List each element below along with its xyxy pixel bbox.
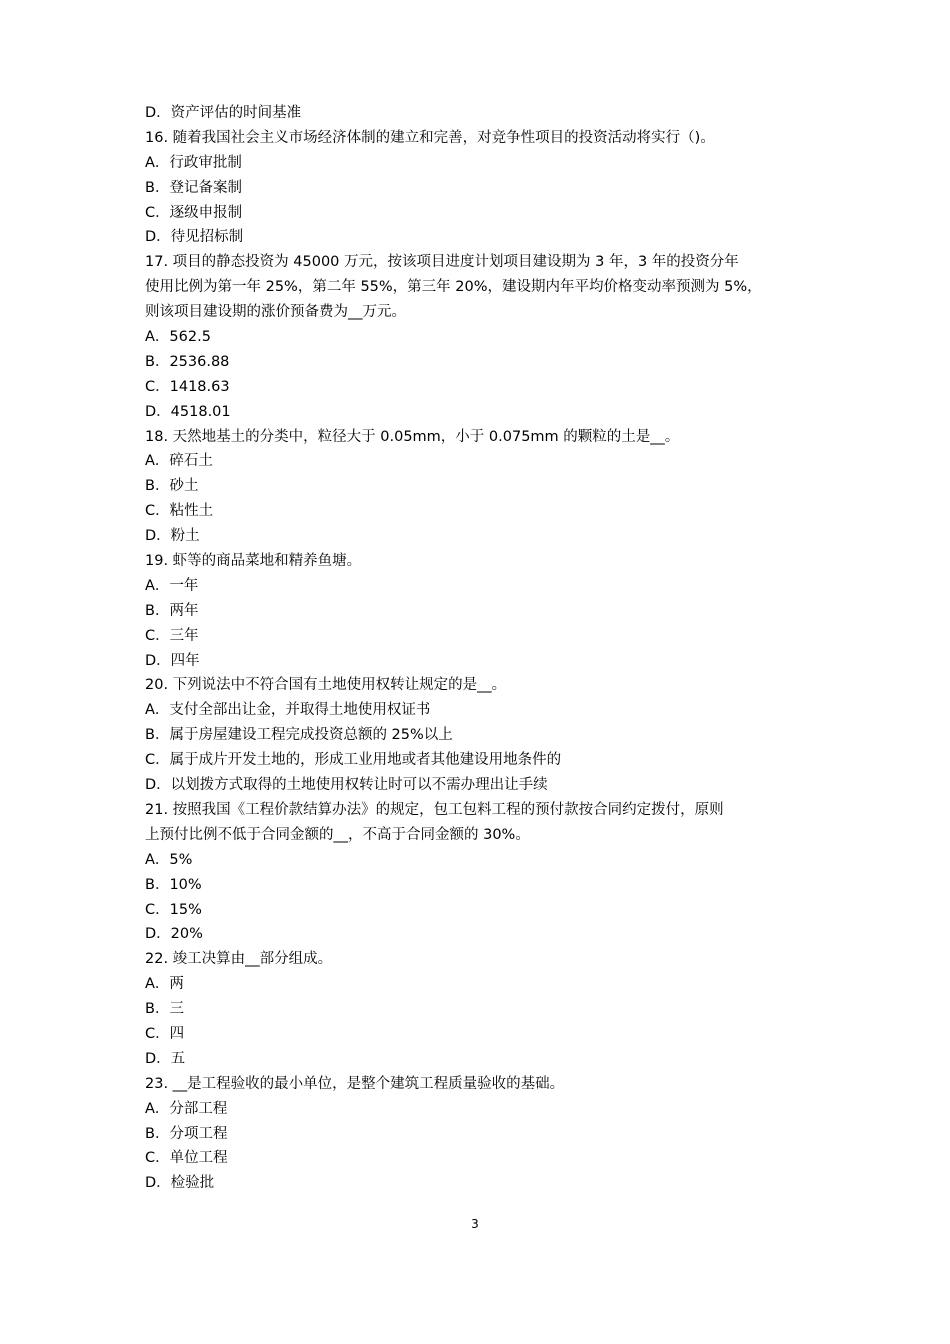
question-line: 19. 虾等的商品菜地和精养鱼塘。 [145, 553, 362, 570]
option-line: B．属于房屋建设工程完成投资总额的 25%以上 [145, 727, 453, 744]
option-line: A．碎石土 [145, 453, 213, 470]
question-line: 上预付比例不低于合同金额的__，不高于合同金额的 30%。 [145, 826, 530, 843]
option-line: B．分项工程 [145, 1125, 228, 1142]
option-line: C．粘性土 [145, 503, 214, 520]
option-line: C．属于成片开发土地的，形成工业用地或者其他建设用地条件的 [145, 752, 562, 769]
option-line: A．5% [145, 851, 193, 868]
option-line: D．五 [145, 1050, 186, 1067]
option-line: A．行政审批制 [145, 154, 242, 171]
option-line: D．检验批 [145, 1175, 215, 1192]
option-line: D．待见招标制 [145, 229, 244, 246]
option-line: C．单位工程 [145, 1150, 228, 1167]
option-line: A．分部工程 [145, 1100, 228, 1117]
page-number: 3 [471, 1217, 479, 1231]
question-line: 则该项目建设期的涨价预备费为__万元。 [145, 304, 406, 321]
text-line: D．资产评估的时间基准 [145, 105, 302, 121]
question-line: 21. 按照我国《工程价款结算办法》的规定，包工包料工程的预付款按合同约定拨付，原则 [145, 801, 724, 818]
option-line: A．一年 [145, 577, 199, 594]
option-line: B．登记备案制 [145, 179, 242, 196]
question-line: 17. 项目的静态投资为 45000 万元，按该项目进度计划项目建设期为 3 年，3 年的投资分年 [145, 254, 739, 271]
option-line: C．三年 [145, 627, 199, 644]
option-line: B．三 [145, 1001, 184, 1018]
question-line: 16. 随着我国社会主义市场经济体制的建立和完善，对竞争性项目的投资活动将实行（)。 [145, 129, 715, 146]
option-line: C．1418.63 [145, 378, 230, 395]
option-line: A．支付全部出让金，并取得土地使用权证书 [145, 702, 431, 719]
document-body [145, 101, 825, 1196]
question-line: 20. 下列说法中不符合国有土地使用权转让规定的是__。 [145, 677, 507, 694]
option-line: D．4518.01 [145, 403, 231, 420]
option-line: A．562.5 [145, 329, 211, 346]
option-line: B．两年 [145, 602, 199, 619]
option-line: A．两 [145, 976, 184, 993]
option-line: D．四年 [145, 652, 200, 669]
question-line: 18. 天然地基土的分类中，粒径大于 0.05mm，小于 0.075mm 的颗粒的土是__。 [145, 428, 680, 445]
option-line: C．四 [145, 1025, 185, 1042]
option-line: D．20% [145, 926, 203, 943]
option-line: D．以划拨方式取得的土地使用权转让时可以不需办理出让手续 [145, 777, 548, 794]
option-line: C．逐级申报制 [145, 204, 243, 221]
question-line: 23. __是工程验收的最小单位，是整个建筑工程质量验收的基础。 [145, 1075, 565, 1092]
option-line: B．砂土 [145, 478, 199, 495]
option-line: C．15% [145, 901, 202, 918]
question-line: 使用比例为第一年 25%，第二年 55%，第三年 20%，建设期内年平均价格变动率预测为 5%， [145, 279, 762, 296]
question-line: 22. 竣工决算由__部分组成。 [145, 951, 333, 968]
option-line: B．2536.88 [145, 353, 230, 370]
option-line: D．粉土 [145, 528, 200, 545]
option-line: B．10% [145, 876, 202, 893]
